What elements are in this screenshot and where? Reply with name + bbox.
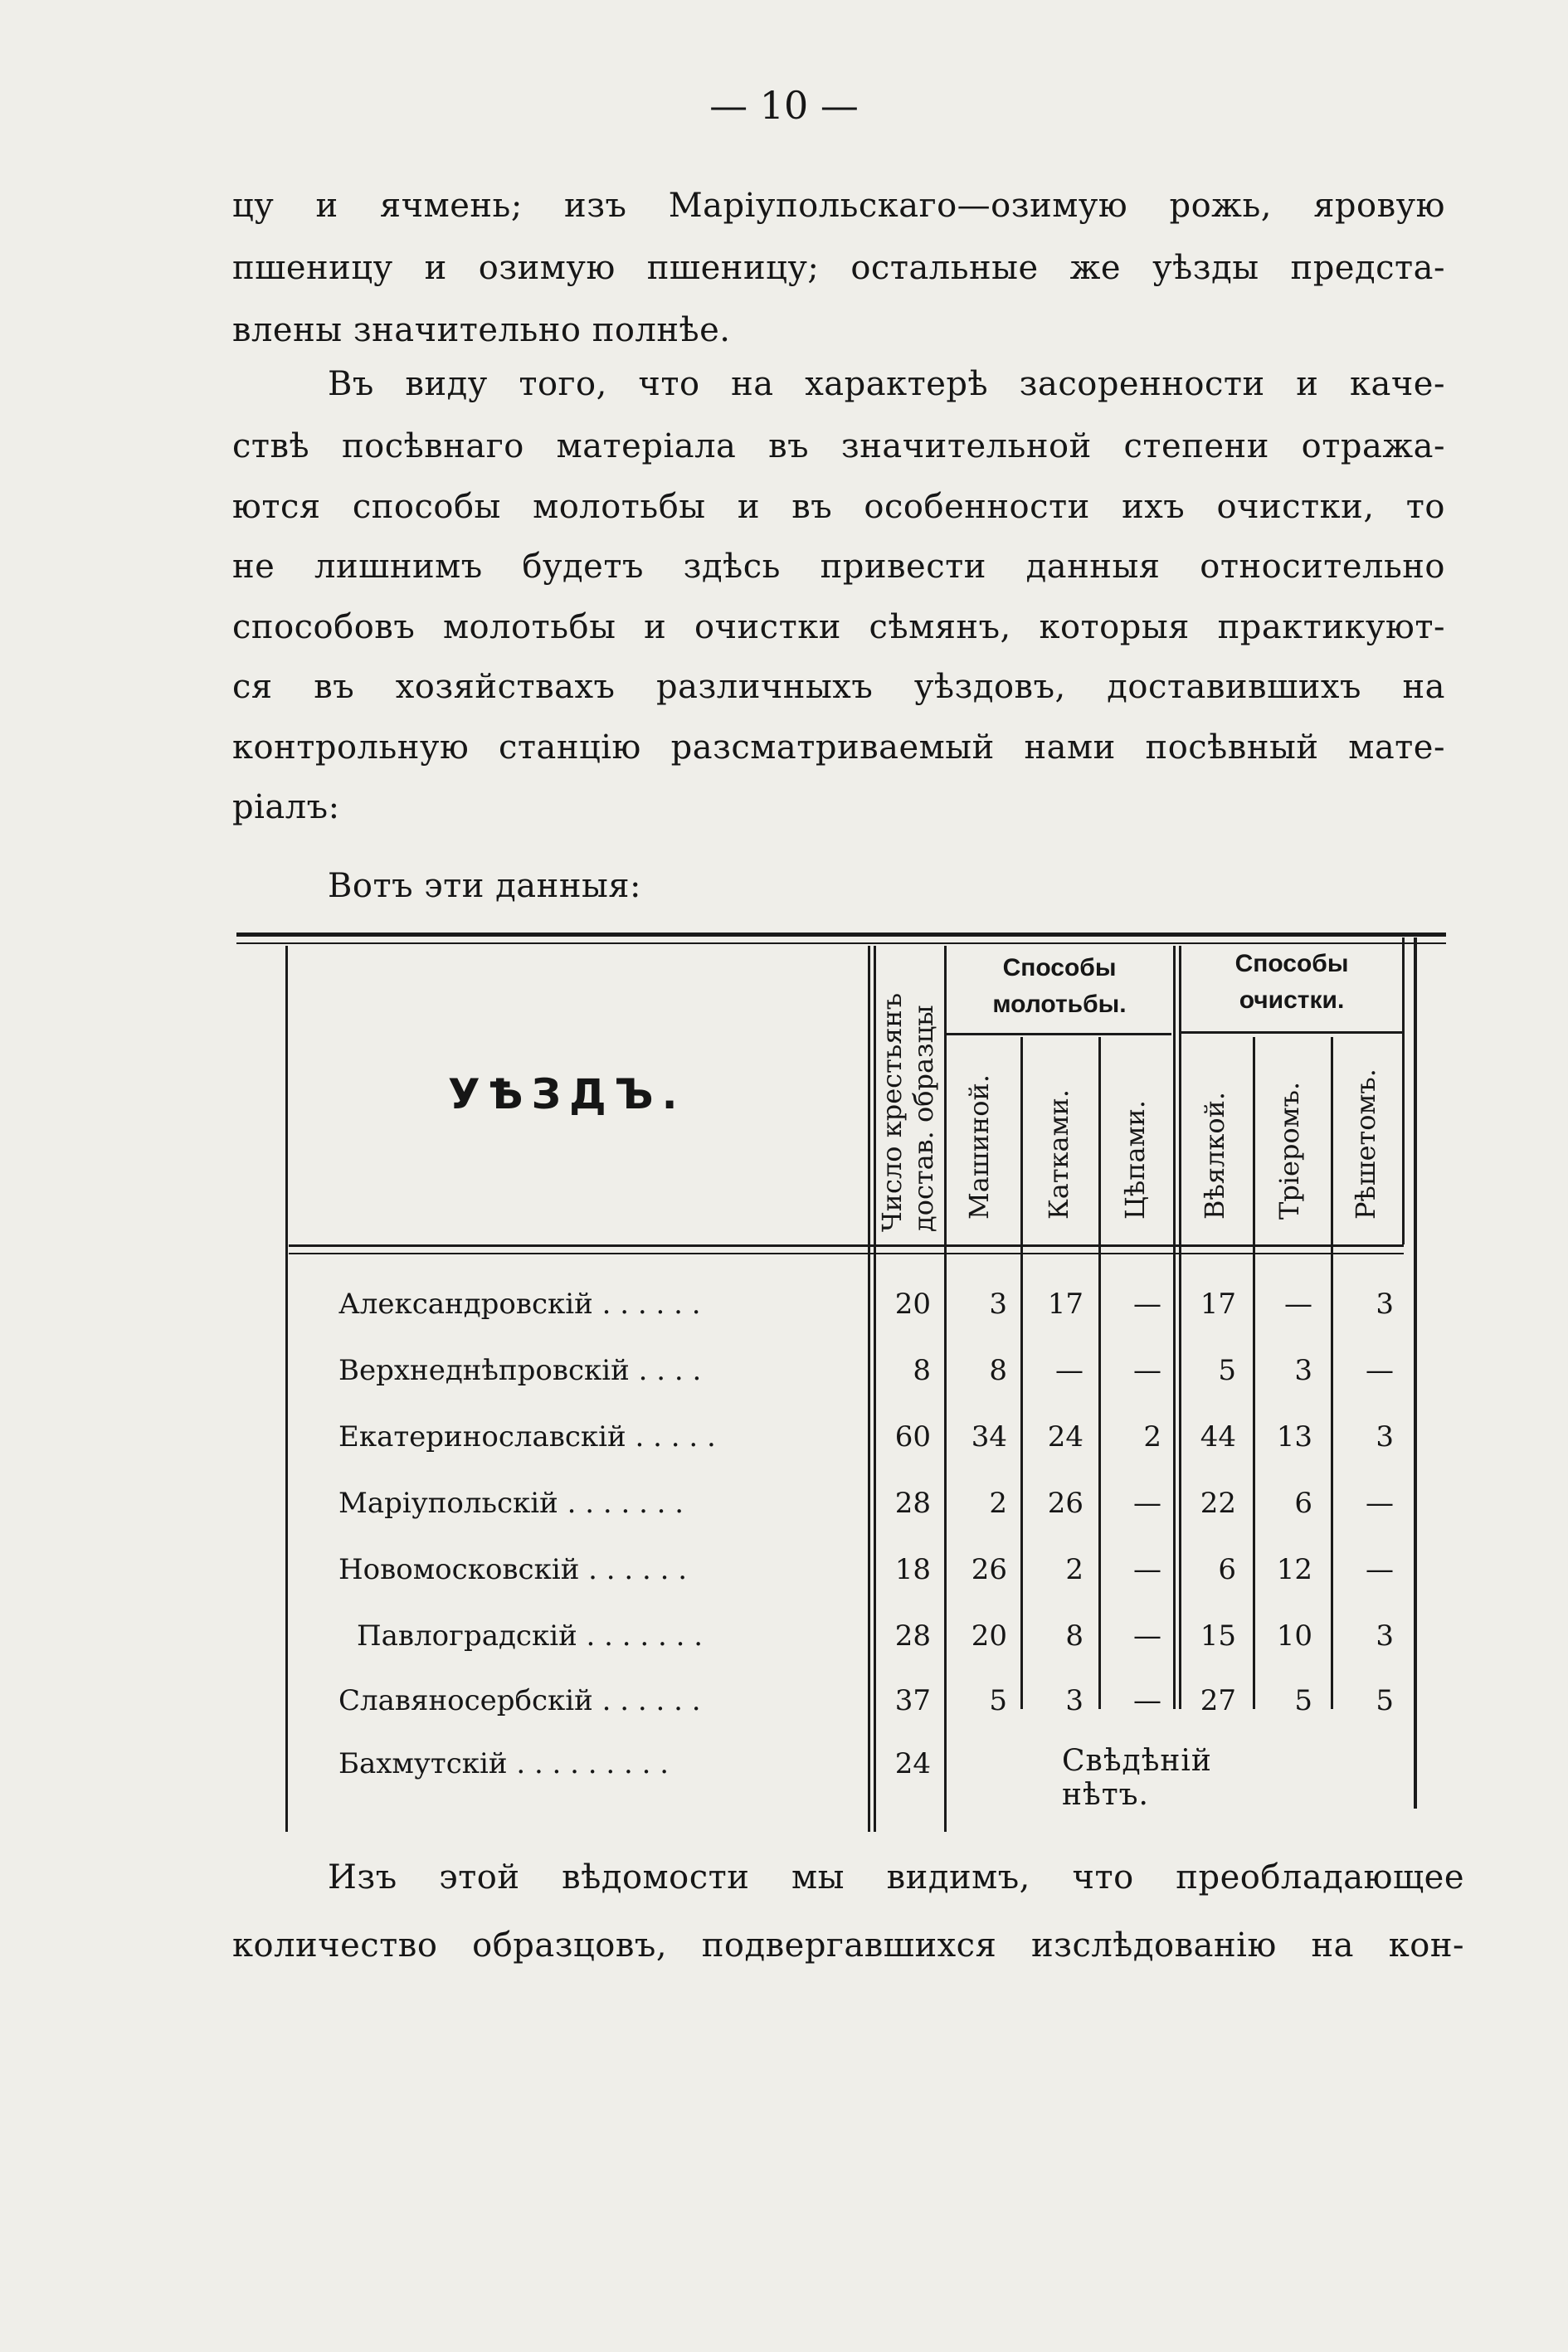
table-cell: 6 [1218,1553,1236,1586]
table-cell: 3 [1376,1288,1394,1321]
table-cell: 3 [989,1288,1007,1321]
table-cell: — [1366,1553,1394,1586]
table-cell: — [1133,1619,1161,1653]
header-count-line2: достав. образцы [908,1005,939,1232]
table-cell: 3 [1376,1420,1394,1454]
table-cell: 8 [1065,1619,1083,1653]
table-cell: 20 [971,1619,1007,1653]
header-trierom: Тріеромъ. [1273,1081,1305,1220]
uezd-name: Славяносербскій . . . . . . [338,1684,701,1717]
table-cell: 24 [1047,1420,1083,1454]
header-mashinoy: Машиной. [963,1074,995,1220]
table-cell: 8 [913,1354,931,1387]
table-cell: 3 [1065,1684,1083,1717]
table-cell: — [1133,1288,1161,1321]
table-cell: 24 [894,1747,931,1780]
text-line: ся въ хозяйствахъ различныхъ уѣздовъ, доставившихъ на [232,668,1445,706]
table-cell: 3 [1376,1619,1394,1653]
table-cell: 26 [1047,1487,1083,1520]
group-label: очистки. [1239,986,1345,1014]
text-line: ствѣ посѣвнаго матеріала въ значительной степени отража- [232,427,1445,465]
col-rule [1402,937,1405,1244]
table-cell: 22 [1200,1487,1236,1520]
col-rule [1173,946,1176,1709]
table-top-rule-thin [236,942,1446,944]
table-cell: 13 [1276,1420,1312,1454]
table-cell: — [1284,1288,1312,1321]
uezd-name: Новомосковскій . . . . . . [338,1553,688,1586]
header-rule-thin [289,1253,1404,1254]
table-cell: 5 [989,1684,1007,1717]
header-uezd: УѢЗДЪ. [448,1070,686,1118]
table-cell: — [1133,1684,1161,1717]
header-reshetom: Рѣшетомъ. [1350,1069,1381,1220]
header-katkami: Катками. [1043,1088,1074,1220]
group-rule [1180,1031,1404,1034]
group-label: Способы [1234,950,1349,977]
text-line: ются способы молотьбы и въ особенности ихъ очистки, то [232,488,1445,526]
header-vyalkoy: Вѣялкой. [1199,1091,1230,1220]
table-cell: 15 [1200,1619,1236,1653]
text-line: влены значительно полнѣе. [232,311,731,349]
table-cell: 27 [1200,1684,1236,1717]
table-cell: 10 [1276,1619,1312,1653]
group-rule [946,1033,1171,1035]
text-line: пшеницу и озимую пшеницу; остальные же уѣзды предста- [232,249,1445,287]
table-cell: 18 [894,1553,931,1586]
table-cell: 60 [894,1420,931,1454]
table-cell: 12 [1276,1553,1312,1586]
text-line: ріалъ: [232,788,340,826]
header-tsepami: Цѣпами. [1119,1100,1151,1220]
text-line: способовъ молотьбы и очистки сѣмянъ, которыя практикуют- [232,608,1445,646]
text-line: Изъ этой вѣдомости мы видимъ, что преобладающее [328,1858,1464,1897]
table-cell: 17 [1047,1288,1083,1321]
table-cell: 2 [1143,1420,1161,1454]
header-rule [289,1244,1404,1247]
table-cell: 8 [989,1354,1007,1387]
table-cell: 5 [1294,1684,1312,1717]
text-line: контрольную станцію разсматриваемый нами посѣвный мате- [232,728,1445,767]
table-cell: 6 [1294,1487,1312,1520]
header-cleaning [1181,946,1402,1019]
table-cell: 26 [971,1553,1007,1586]
uezd-name: Бахмутскій . . . . . . . . . [338,1747,670,1780]
table-cell: 5 [1218,1354,1236,1387]
table-cell: 5 [1376,1684,1394,1717]
text-line: количество образцовъ, подвергавшихся изслѣдованію на кон- [232,1926,1464,1965]
intro-line: Вотъ эти данныя: [328,867,642,905]
uezd-name: Екатеринославскій . . . . . [338,1420,716,1454]
group-label: Способы [1002,954,1117,981]
text-line: Въ виду того, что на характерѣ засоренности и каче- [328,365,1445,403]
table-cell: — [1133,1354,1161,1387]
table-top-rule [236,933,1446,937]
table-right-rule [1414,937,1417,1809]
table-cell: — [1133,1487,1161,1520]
table-cell: — [1366,1487,1394,1520]
uezd-name: Александровскій . . . . . . [338,1288,701,1321]
col-rule [1179,946,1181,1709]
uezd-name: Павлоградскій . . . . . . . [357,1619,704,1653]
table-cell: 28 [894,1487,931,1520]
table-cell: — [1133,1553,1161,1586]
table-cell: 34 [971,1420,1007,1454]
table-cell: 44 [1200,1420,1236,1454]
table-cell: 2 [989,1487,1007,1520]
table-cell: 3 [1294,1354,1312,1387]
table-cell: 37 [894,1684,931,1717]
table-left-rule [285,946,288,1832]
uezd-name: Маріупольскій . . . . . . . [338,1487,684,1520]
header-threshing [947,950,1172,1023]
header-count-line1: Число крестьянъ [876,992,908,1232]
table-cell: 2 [1065,1553,1083,1586]
table-cell: — [1055,1354,1083,1387]
page-number: — 10 — [709,83,859,128]
text-line: цу и ячмень; изъ Маріупольскаго—озимую рожь, яровую [232,187,1445,225]
table-cell: 20 [894,1288,931,1321]
uezd-name: Верхнеднѣпровскій . . . . [338,1354,702,1387]
text-line: не лишнимъ будетъ здѣсь привести данныя относительно [232,548,1445,586]
table-cell: 17 [1200,1288,1236,1321]
table-cell: 28 [894,1619,931,1653]
no-data-note: Свѣдѣній нѣтъ. [1062,1744,1212,1812]
group-label: молотьбы. [992,991,1127,1018]
table-cell: — [1366,1354,1394,1387]
